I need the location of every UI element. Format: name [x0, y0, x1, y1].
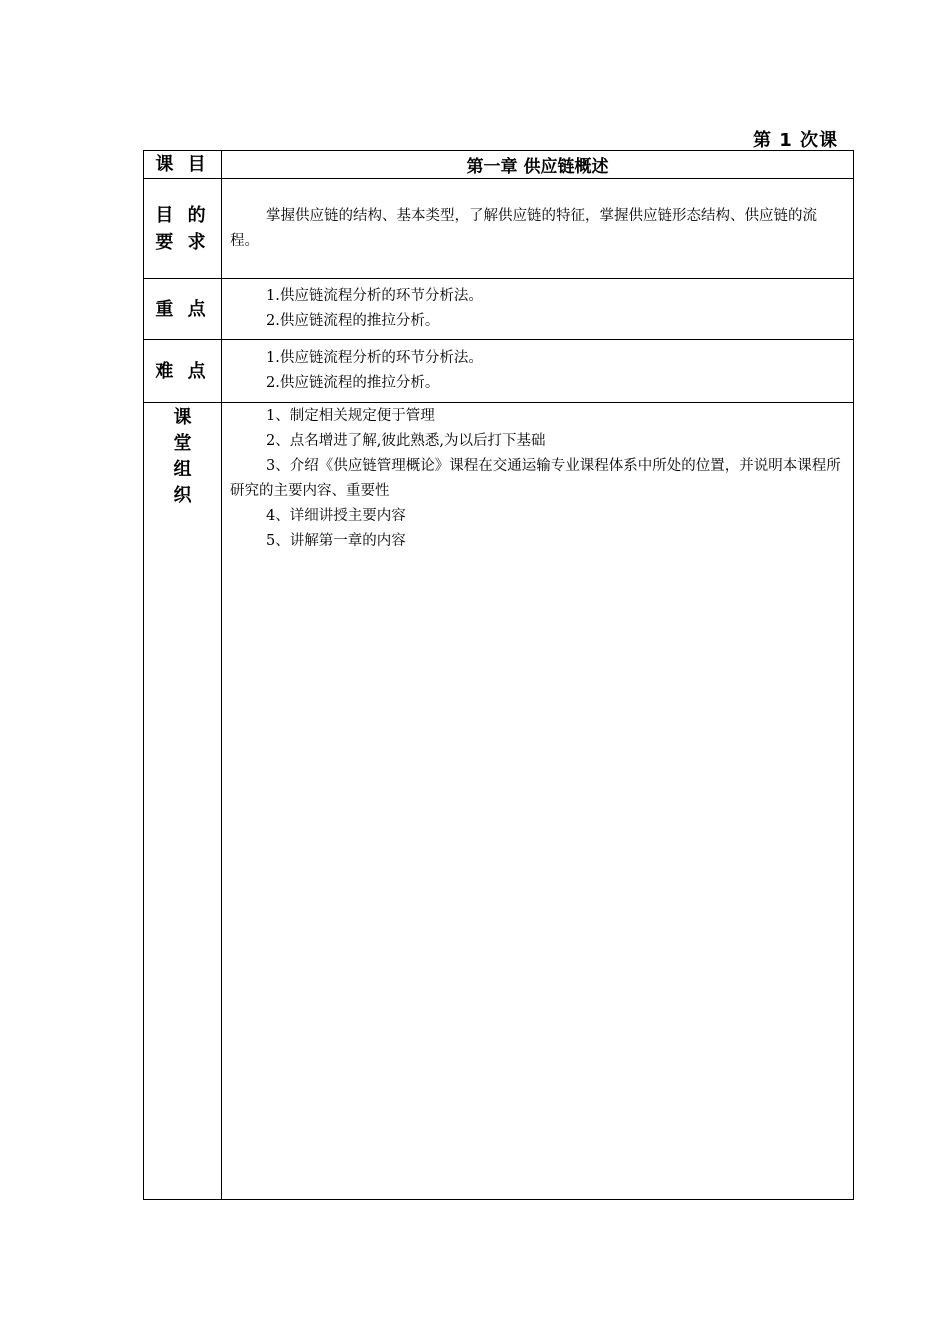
subject-row [144, 151, 854, 179]
objectives-cell [222, 179, 854, 279]
organization-row [144, 403, 854, 1200]
key-point-item: 1.供应链流程分析的环节分析法。 [266, 288, 483, 304]
difficulties-label: 难 点 [144, 340, 222, 403]
organization-label: 课堂组织 [173, 407, 192, 506]
organization-item: 2、点名增进了解,彼此熟悉,为以后打下基础 [266, 433, 546, 449]
key-points-row [144, 279, 854, 340]
objectives-label-line2: 要 求 [155, 231, 210, 253]
organization-label-cell [144, 403, 222, 1200]
subject-value: 第一章 供应链概述 [222, 151, 854, 179]
subject-label: 课 目 [144, 151, 222, 179]
difficulty-item: 2.供应链流程的推拉分析。 [266, 375, 440, 391]
organization-item: 5、讲解第一章的内容 [266, 533, 406, 549]
lesson-plan-table [143, 150, 854, 1200]
organization-cell [222, 403, 854, 1200]
difficulty-item: 1.供应链流程分析的环节分析法。 [266, 350, 483, 366]
objectives-text: 掌握供应链的结构、基本类型，了解供应链的特征，掌握供应链形态结构、供应链的流程。 [230, 207, 817, 249]
difficulties-row [144, 340, 854, 403]
session-number: 第 1 次课 [752, 130, 838, 151]
key-point-item: 2.供应链流程的推拉分析。 [266, 313, 440, 329]
organization-item: 1、制定相关规定便于管理 [266, 408, 435, 424]
objectives-row [144, 179, 854, 279]
objectives-label-line1: 目 的 [155, 204, 210, 226]
difficulties-cell [222, 340, 854, 403]
organization-item: 3、介绍《供应链管理概论》课程在交通运输专业课程体系中所处的位置，并说明本课程所研究的主要内容、重要性 [230, 458, 841, 499]
objectives-label [144, 179, 222, 279]
key-points-cell [222, 279, 854, 340]
key-points-label: 重 点 [144, 279, 222, 340]
organization-item: 4、详细讲授主要内容 [266, 508, 406, 524]
